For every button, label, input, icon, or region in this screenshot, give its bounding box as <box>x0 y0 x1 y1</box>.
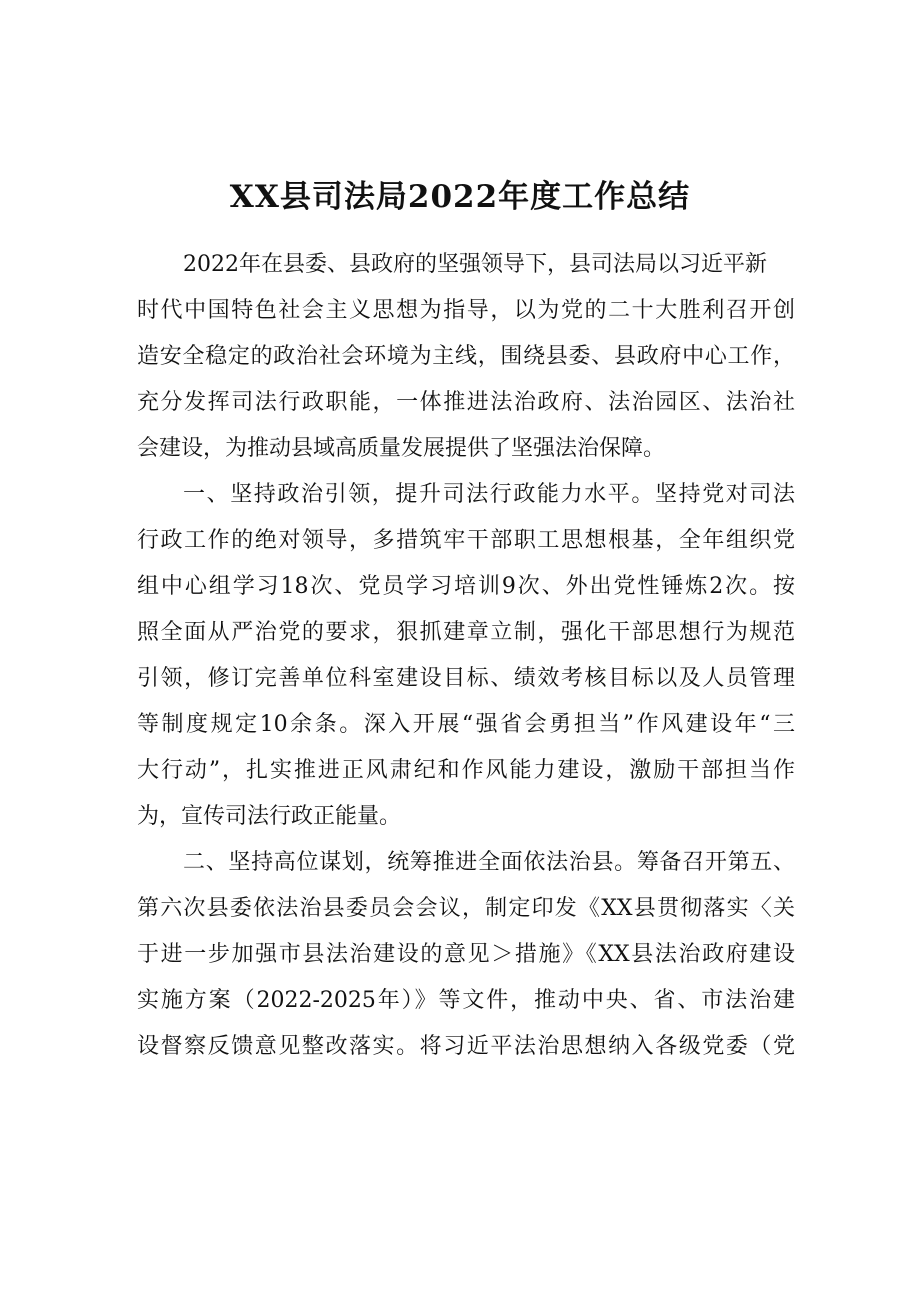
text-line: 二、坚持高位谋划，统筹推进全面依法治县。筹备召开第五、 <box>183 850 795 875</box>
text-line: 造安全稳定的政治社会环境为主线，围绕县委、县政府中心工作， <box>137 344 795 369</box>
text-line: 照全面从严治党的要求，狠抓建章立制，强化干部思想行为规范 <box>137 620 795 645</box>
text-line: 设督察反馈意见整改落实。将习近平法治思想纳入各级党委（党 <box>137 1034 795 1059</box>
document-title: XX县司法局2022年度工作总结 <box>229 179 691 215</box>
text-line: 会建设，为推动县域高质量发展提供了坚强法治保障。 <box>137 436 666 461</box>
paragraph-section-1 <box>137 472 795 840</box>
text-line: 实施方案（2022-2025年）》等文件，推动中央、省、市法治建 <box>137 988 795 1013</box>
text-line: 组中心组学习18次、党员学习培训9次、外出党性锤炼2次。按 <box>137 574 795 599</box>
document-body <box>137 242 795 1070</box>
text-line: 于进一步加强市县法治建设的意见＞措施》《XX县法治政府建设 <box>137 942 795 967</box>
text-line: 行政工作的绝对领导，多措筑牢干部职工思想根基，全年组织党 <box>137 528 795 553</box>
text-line: 2022年在县委、县政府的坚强领导下，县司法局以习近平新 <box>183 252 767 277</box>
text-line: 第六次县委依法治县委员会会议，制定印发《XX县贯彻落实〈关 <box>137 896 795 921</box>
paragraph-section-2 <box>137 840 795 1070</box>
paragraph-intro <box>137 242 795 472</box>
text-line: 一、坚持政治引领，提升司法行政能力水平。坚持党对司法 <box>183 482 795 507</box>
text-line: 充分发挥司法行政职能，一体推进法治政府、法治园区、法治社 <box>137 390 795 415</box>
text-line: 引领，修订完善单位科室建设目标、绩效考核目标以及人员管理 <box>137 666 795 691</box>
text-line: 时代中国特色社会主义思想为指导，以为党的二十大胜利召开创 <box>137 298 795 323</box>
text-line: 大行动”，扎实推进正风肃纪和作风能力建设，激励干部担当作 <box>137 758 795 783</box>
text-line: 等制度规定10余条。深入开展“强省会勇担当”作风建设年“三 <box>137 712 795 737</box>
text-line: 为，宣传司法行政正能量。 <box>137 804 402 829</box>
